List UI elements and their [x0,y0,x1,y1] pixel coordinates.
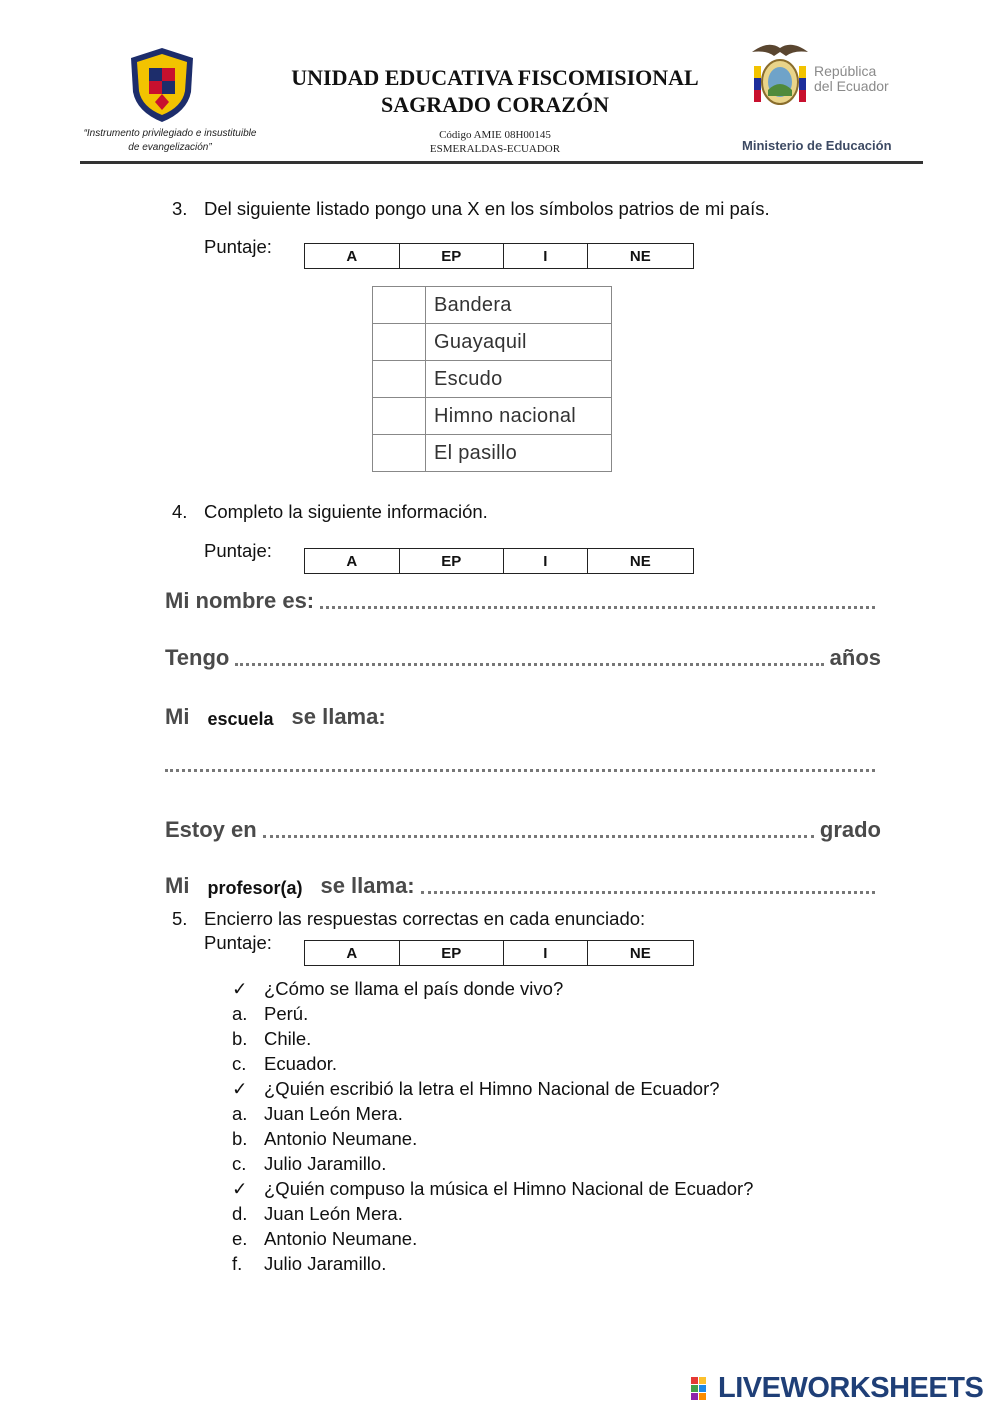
question-item [232,976,753,1001]
symbol-option: El pasillo [426,435,612,472]
school-line [165,704,565,730]
grade-label: Estoy en [165,817,257,842]
name-label: Mi nombre es: [165,588,315,613]
option-text: Julio Jaramillo. [264,1253,387,1274]
republica-label [814,64,889,94]
grade-blank[interactable] [263,834,814,838]
answer-option[interactable] [232,1251,753,1276]
teacher-label: se llama: [320,873,415,898]
answer-option[interactable] [232,1201,753,1226]
ecuador-crest-logo [748,38,812,112]
option-text: Juan León Mera. [264,1203,403,1224]
teacher-blank[interactable] [421,890,875,894]
option-text: Chile. [264,1028,312,1049]
q4-score-table [304,548,694,574]
option-text: Perú. [264,1003,309,1024]
symbols-table [372,286,612,472]
table-row [373,287,612,324]
school-code [380,128,610,156]
score-cell-ep[interactable]: EP [399,941,503,965]
question-text: ¿Quién escribió la letra el Himno Nacional de Ecuador? [264,1078,720,1099]
school-name [255,64,735,118]
score-cell-ep[interactable]: EP [399,549,503,573]
school-blank[interactable] [165,768,875,772]
symbol-option: Himno nacional [426,398,612,435]
check-box[interactable] [373,435,426,472]
liveworksheets-brand[interactable] [690,1372,983,1405]
school-line-label: se llama: [291,704,386,729]
republica-line-2: del Ecuador [814,78,889,94]
amie-code: Código AMIE 08H00145 [439,129,551,141]
teacher-line-mi: Mi [165,873,190,898]
teacher-line [165,873,881,899]
answer-option[interactable] [232,1126,753,1151]
option-letter: e. [232,1228,248,1249]
option-letter: d. [232,1203,248,1224]
table-row [373,361,612,398]
q5-text: Encierro las respuestas correctas en cada enunciado: [204,908,646,929]
symbol-option: Bandera [426,287,612,324]
symbol-option: Guayaquil [426,324,612,361]
option-letter: b. [232,1028,248,1049]
check-icon: ✓ [232,1078,248,1099]
symbol-option: Escudo [426,361,612,398]
school-name-line [165,768,881,777]
q3-puntaje-label: Puntaje: [204,236,272,257]
republica-line-1: República [814,63,877,79]
answer-option[interactable] [232,1101,753,1126]
option-letter: f. [232,1253,243,1274]
ministerio-label: Ministerio de Educación [742,138,892,153]
q3-score-table [304,243,694,269]
q5-number: 5. [172,908,188,929]
q5-puntaje-label: Puntaje: [204,932,272,953]
option-text: Ecuador. [264,1053,338,1074]
liveworksheets-icon [690,1375,716,1403]
answers-list [232,976,753,1276]
option-letter: b. [232,1128,248,1149]
option-letter: a. [232,1003,248,1024]
school-name-line-2: SAGRADO CORAZÓN [381,92,609,117]
score-cell-a[interactable]: A [346,944,358,962]
motto-line-1: “Instrumento privilegiado e insustituible [83,128,257,139]
table-row [373,398,612,435]
name-blank[interactable] [320,605,875,609]
answer-option[interactable] [232,1151,753,1176]
grade-unit: grado [819,817,881,842]
score-cell-i[interactable]: I [503,549,587,573]
school-line-mi: Mi [165,704,190,729]
answer-option[interactable] [232,1001,753,1026]
q5-score-table [304,940,694,966]
score-cell-ne[interactable]: NE [587,549,693,573]
score-cell-a[interactable]: A [346,552,358,570]
question-text: ¿Cómo se llama el país donde vivo? [264,978,564,999]
check-box[interactable] [373,324,426,361]
age-line [165,645,881,671]
table-row [373,324,612,361]
grade-line [165,817,881,843]
age-unit: años [829,645,881,670]
school-shield-logo [127,46,197,124]
check-box[interactable] [373,398,426,435]
answer-option[interactable] [232,1026,753,1051]
question-item [232,1076,753,1101]
question-item [232,1176,753,1201]
option-text: Antonio Neumane. [264,1228,418,1249]
teacher-word: profesor(a) [207,878,303,898]
table-row [373,435,612,472]
answer-option[interactable] [232,1051,753,1076]
score-cell-i[interactable]: I [503,941,587,965]
school-word: escuela [207,709,274,729]
option-text: Juan León Mera. [264,1103,403,1124]
question-text: ¿Quién compuso la música el Himno Nacional de Ecuador? [264,1178,754,1199]
name-line [165,588,881,614]
score-cell-i[interactable]: I [503,244,587,268]
check-icon: ✓ [232,978,248,999]
age-label: Tengo [165,645,230,670]
motto-line-2: de evangelización” [128,142,212,153]
check-box[interactable] [373,287,426,324]
score-cell-ep[interactable]: EP [399,244,503,268]
check-icon: ✓ [232,1178,248,1199]
option-letter: c. [232,1153,247,1174]
header-divider [80,161,923,164]
option-text: Julio Jaramillo. [264,1153,387,1174]
age-blank[interactable] [235,662,823,666]
school-name-line-1: UNIDAD EDUCATIVA FISCOMISIONAL [291,65,699,90]
score-cell-a[interactable]: A [346,247,358,265]
q3-number: 3. [172,198,188,219]
q3-text: Del siguiente listado pongo una X en los símbolos patrios de mi país. [204,198,770,219]
city: ESMERALDAS-ECUADOR [429,143,561,155]
q4-text: Completo la siguiente información. [204,501,488,522]
q4-number: 4. [172,501,188,522]
score-cell-ne[interactable]: NE [587,244,693,268]
score-cell-ne[interactable]: NE [587,941,693,965]
school-motto [70,127,270,155]
option-letter: a. [232,1103,248,1124]
answer-option[interactable] [232,1226,753,1251]
brand-text: LIVEWORKSHEETS [718,1372,984,1404]
check-box[interactable] [373,361,426,398]
option-letter: c. [232,1053,247,1074]
q4-puntaje-label: Puntaje: [204,540,272,561]
option-text: Antonio Neumane. [264,1128,418,1149]
